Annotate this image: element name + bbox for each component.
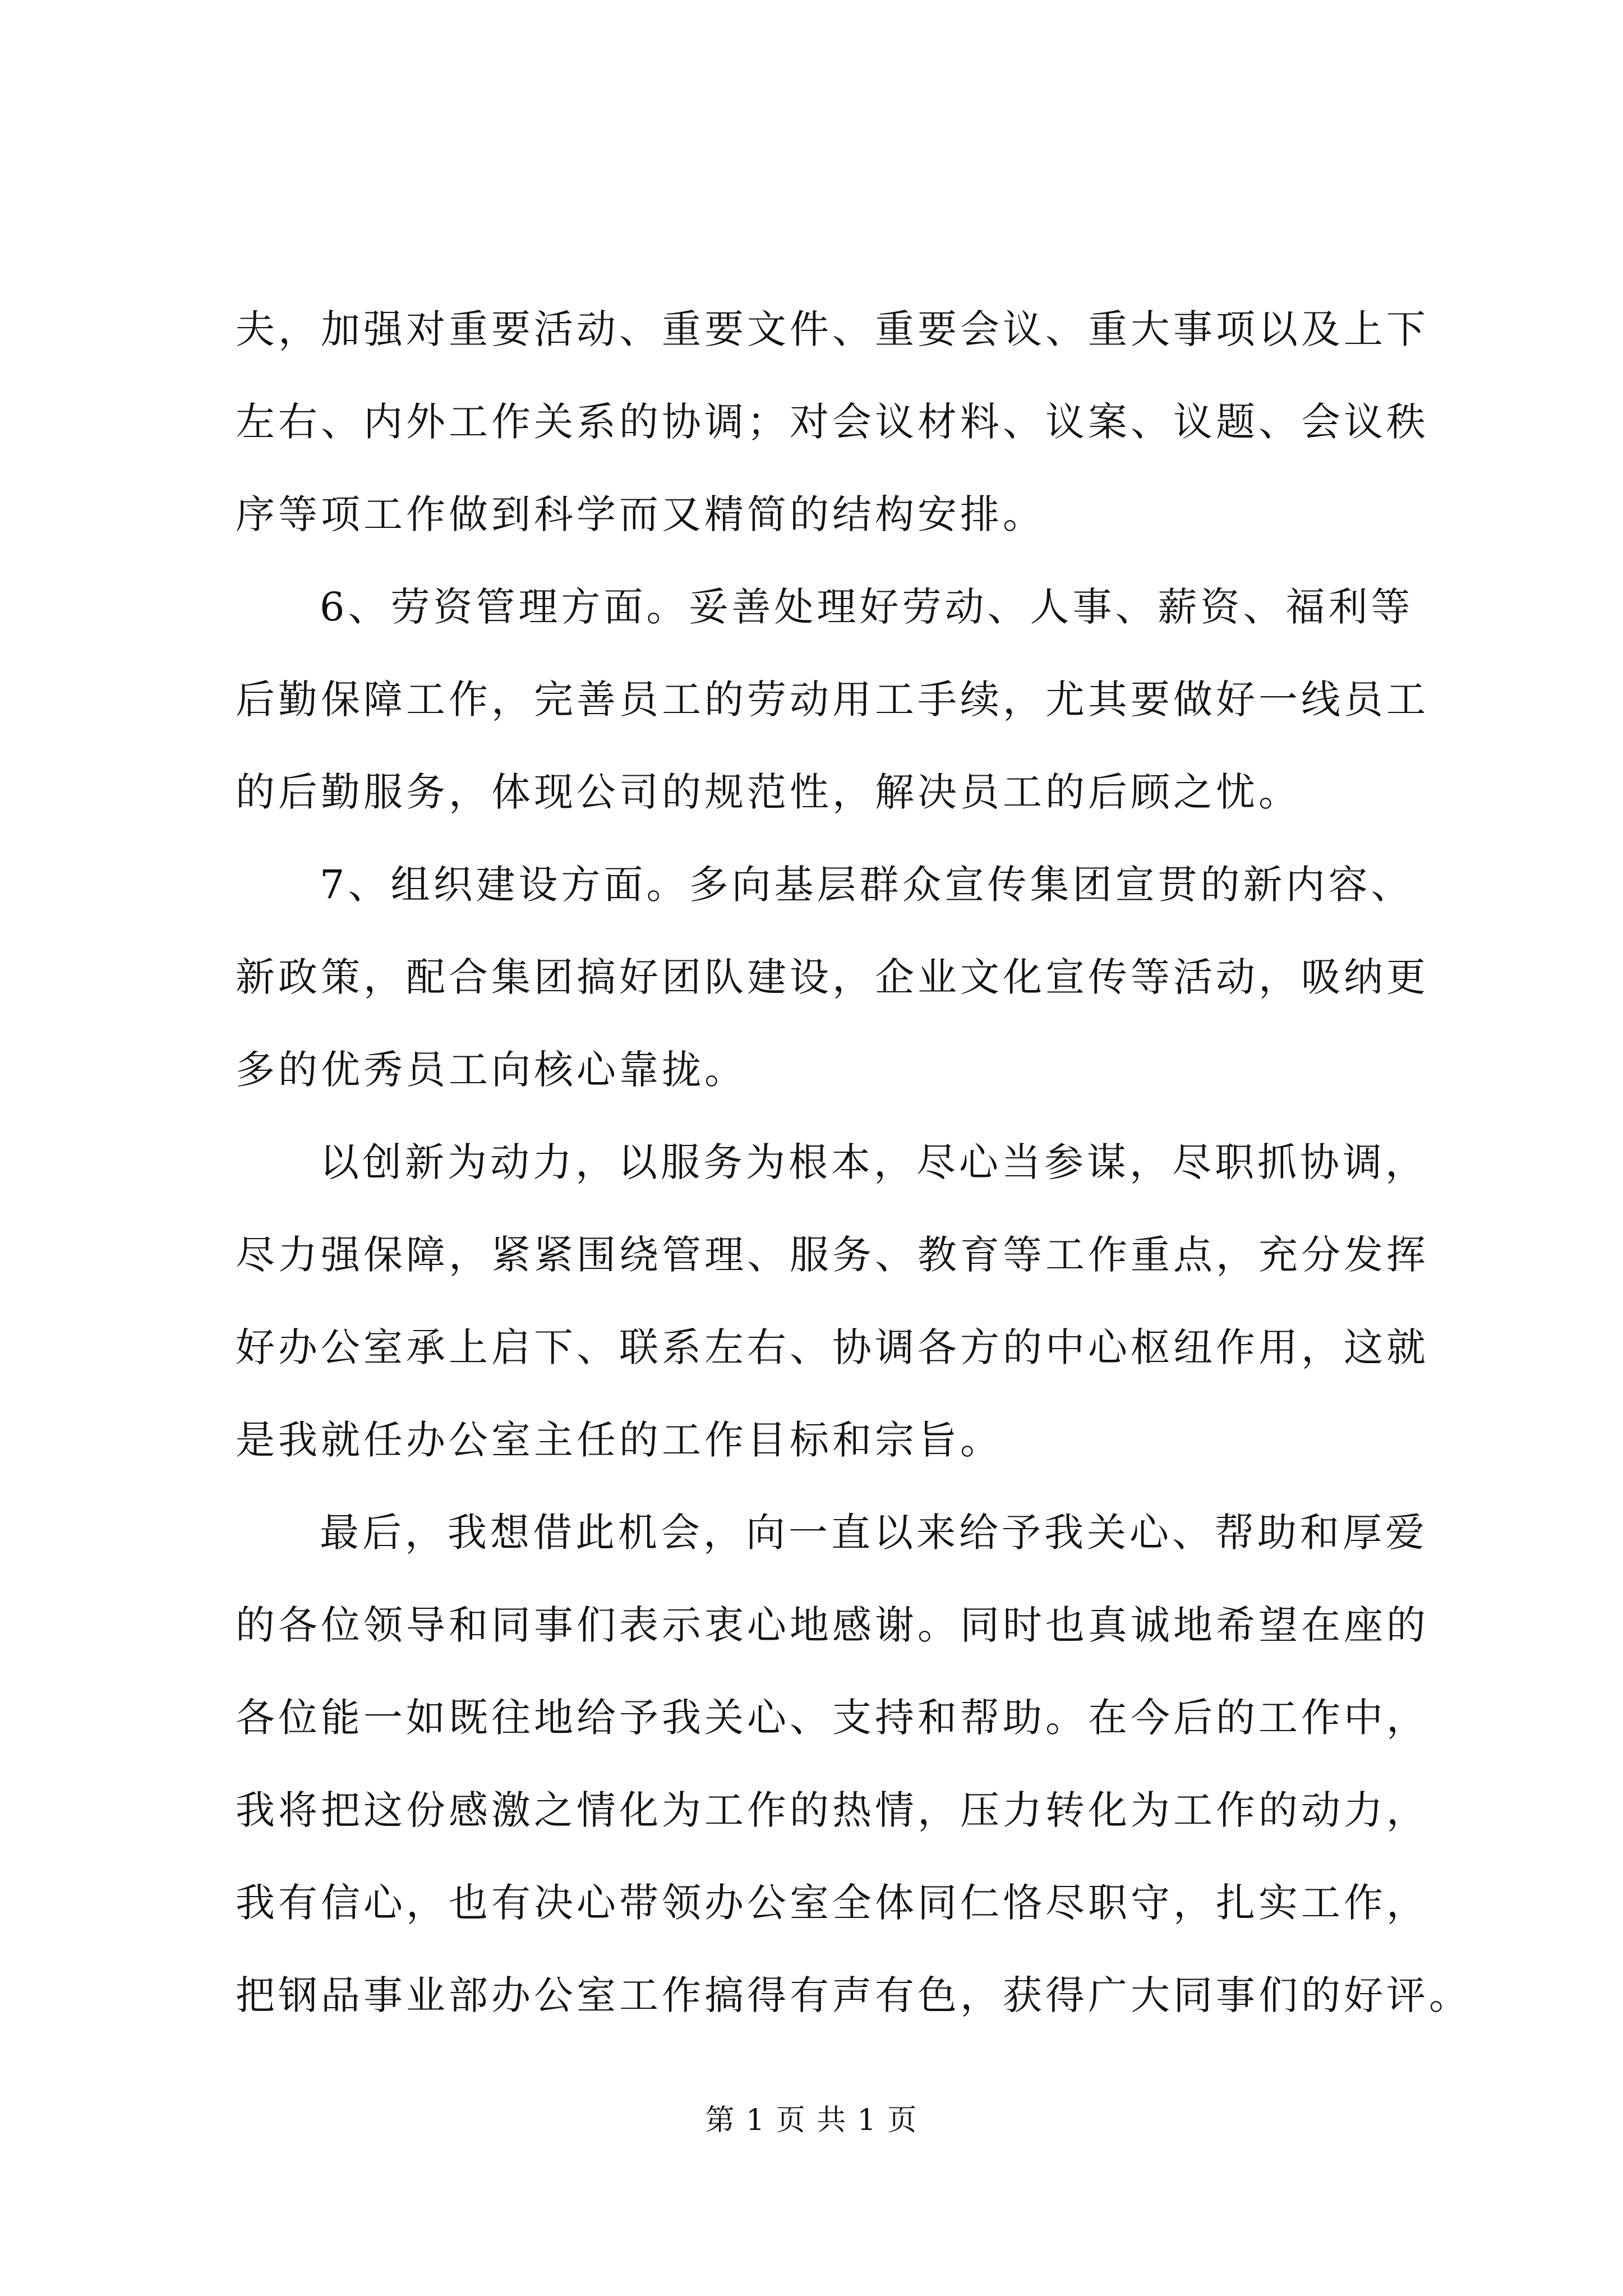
text-line: 的后勤服务，体现公司的规范性，解决员工的后顾之忧。	[236, 769, 1301, 815]
text-line: 序等项工作做到科学而又精简的结构安排。	[236, 491, 1045, 537]
text-line: 6、劳资管理方面。妥善处理好劳动、人事、薪资、福利等	[320, 584, 1414, 630]
text-line: 新政策，配合集团搞好团队建设，企业文化宣传等活动，吸纳更	[236, 954, 1429, 1000]
text-line: 多的优秀员工向核心靠拢。	[236, 1047, 747, 1093]
text-line: 以创新为动力，以服务为根本，尽心当参谋，尽职抓协调，	[320, 1139, 1428, 1185]
text-line: 我有信心，也有决心带领办公室全体同仁恪尽职守，扎实工作，	[236, 1880, 1429, 1926]
text-line: 后勤保障工作，完善员工的劳动用工手续，尤其要做好一线员工	[236, 677, 1429, 723]
text-line: 是我就任办公室主任的工作目标和宗旨。	[236, 1417, 1003, 1463]
text-line: 7、组织建设方面。多向基层群众宣传集团宣贯的新内容、	[320, 862, 1414, 908]
page-footer: 第 1 页 共 1 页	[705, 2104, 918, 2137]
text-line: 左右、内外工作关系的协调；对会议材料、议案、议题、会议秩	[236, 399, 1429, 445]
text-line: 尽力强保障，紧紧围绕管理、服务、教育等工作重点，充分发挥	[236, 1232, 1429, 1278]
text-line: 最后，我想借此机会，向一直以来给予我关心、帮助和厚爱	[320, 1510, 1428, 1556]
text-line: 各位能一如既往地给予我关心、支持和帮助。在今后的工作中，	[236, 1695, 1429, 1741]
text-line: 夫，加强对重要活动、重要文件、重要会议、重大事项以及上下	[236, 306, 1429, 352]
text-line: 的各位领导和同事们表示衷心地感谢。同时也真诚地希望在座的	[236, 1602, 1429, 1648]
document-body	[236, 283, 1472, 2042]
text-line: 把钢品事业部办公室工作搞得有声有色，获得广大同事们的好评。	[236, 1972, 1472, 2018]
text-line: 好办公室承上启下、联系左右、协调各方的中心枢纽作用，这就	[236, 1324, 1429, 1370]
text-line: 我将把这份感激之情化为工作的热情，压力转化为工作的动力，	[236, 1787, 1429, 1833]
